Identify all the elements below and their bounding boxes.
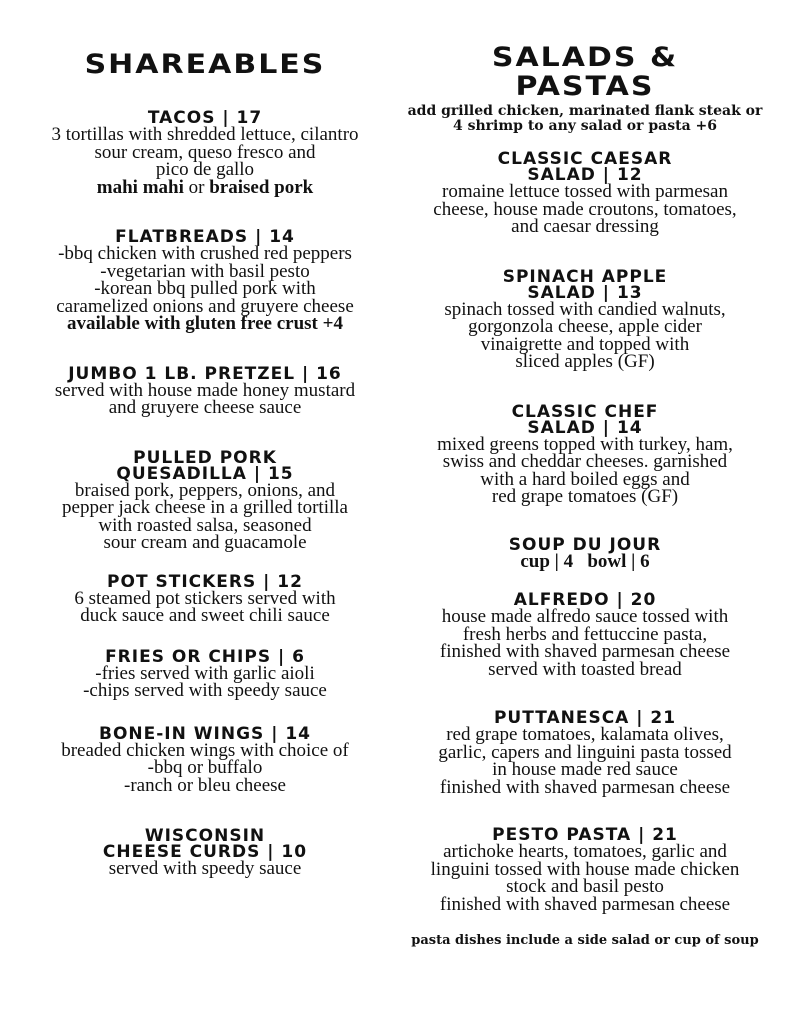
- item-gluten-free-note: available with gluten free crust +4: [67, 313, 343, 334]
- menu-item-spinach-apple: [398, 266, 772, 372]
- item-title: ALFREDO | 20: [513, 590, 657, 610]
- item-description: -fries served with garlic aioli -chips served with speedy sauce: [83, 662, 327, 701]
- menu-item-pot-stickers: [10, 571, 400, 626]
- menu-item-cheese-curds: [10, 828, 400, 878]
- menu-item-flatbreads: [10, 229, 400, 333]
- item-description: spinach tossed with candied walnuts, gorgonzola cheese, apple cider vinaigrette and topped with sliced apples (GF): [444, 298, 726, 372]
- item-title: SPINACH APPLE SALAD | 13: [502, 266, 668, 303]
- menu-item-caesar: [398, 151, 772, 236]
- item-title: CLASSIC CHEF SALAD | 14: [511, 401, 659, 438]
- item-title: FLATBREADS | 14: [115, 227, 295, 247]
- item-options: [10, 176, 400, 198]
- item-description: 6 steamed pot stickers served with duck sauce and sweet chili sauce: [74, 587, 336, 626]
- item-description: -bbq chicken with crushed red peppers -vegetarian with basil pesto -korean bbq pulled pork with caramelized onions and gruyere cheese: [56, 243, 354, 317]
- option-pork: braised pork: [209, 176, 314, 198]
- pasta-side-note: pasta dishes include a side salad or cup of soup: [411, 933, 759, 948]
- option-mahi: mahi mahi: [96, 176, 184, 198]
- add-protein-note: add grilled chicken, marinated flank steak or 4 shrimp to any salad or pasta +6: [407, 103, 763, 134]
- shareables-column: [10, 0, 400, 878]
- item-title: BONE-IN WINGS | 14: [99, 723, 311, 744]
- menu-item-pesto-pasta: [398, 827, 772, 913]
- item-description: red grape tomatoes, kalamata olives, garlic, capers and linguini pasta tossed in house made red sauce finished with shaved parmesan cheese: [438, 724, 732, 798]
- menu-item-fries-chips: [10, 646, 400, 701]
- item-title: POT STICKERS | 12: [107, 571, 303, 592]
- menu-item-chef-salad: [398, 401, 772, 507]
- item-description: breaded chicken wings with choice of -bbq or buffalo -ranch or bleu cheese: [61, 739, 349, 796]
- salads-heading-line1: SALADS &: [491, 41, 679, 74]
- item-title: SOUP DU JOUR: [508, 534, 662, 555]
- salads-heading-line2: PASTAS: [515, 70, 655, 103]
- item-title: TACOS | 17: [147, 108, 263, 128]
- item-title: PULLED PORK QUESADILLA | 15: [116, 447, 294, 484]
- item-title: WISCONSIN CHEESE CURDS | 10: [102, 826, 308, 862]
- item-title: PESTO PASTA | 21: [492, 825, 678, 845]
- item-description: cup | 4 bowl | 6: [520, 550, 650, 572]
- item-description: house made alfredo sauce tossed with fresh herbs and fettuccine pasta, finished with shaved parmesan cheese served with toasted bread: [439, 606, 731, 680]
- menu-item-pretzel: [10, 363, 400, 418]
- item-description: served with speedy sauce: [108, 858, 302, 879]
- menu-item-alfredo: [398, 592, 772, 678]
- item-description: romaine lettuce tossed with parmesan cheese, house made croutons, tomatoes, and caesar dressing: [433, 181, 737, 237]
- menu-item-wings: [10, 723, 400, 796]
- shareables-heading: SHAREABLES: [84, 48, 326, 81]
- item-title: PUTTANESCA | 21: [493, 708, 677, 728]
- item-description: braised pork, peppers, onions, and pepper jack cheese in a grilled tortilla with roasted salsa, seasoned sour cream and guacamole: [62, 479, 348, 553]
- item-title: CLASSIC CAESAR SALAD | 12: [497, 149, 673, 185]
- menu-item-quesadilla: [10, 447, 400, 553]
- item-title: JUMBO 1 LB. PRETZEL | 16: [68, 363, 342, 384]
- item-description: served with house made honey mustard and gruyere cheese sauce: [54, 379, 356, 418]
- item-description: 3 tortillas with shredded lettuce, cilantro sour cream, queso fresco and pico de gallo: [51, 124, 359, 180]
- item-description: mixed greens topped with turkey, ham, swiss and cheddar cheeses. garnished with a hard boiled eggs and red grape tomatoes (GF): [437, 433, 733, 507]
- menu-item-puttanesca: [398, 710, 772, 796]
- menu-item-tacos: [10, 110, 400, 196]
- item-title: FRIES OR CHIPS | 6: [105, 646, 305, 667]
- option-or: or: [183, 176, 210, 198]
- menu-item-soup: [398, 534, 772, 572]
- salads-pastas-column: [398, 0, 772, 948]
- item-description: artichoke hearts, tomatoes, garlic and linguini tossed with house made chicken stock and basil pesto finished with shaved parmesan cheese: [430, 841, 740, 915]
